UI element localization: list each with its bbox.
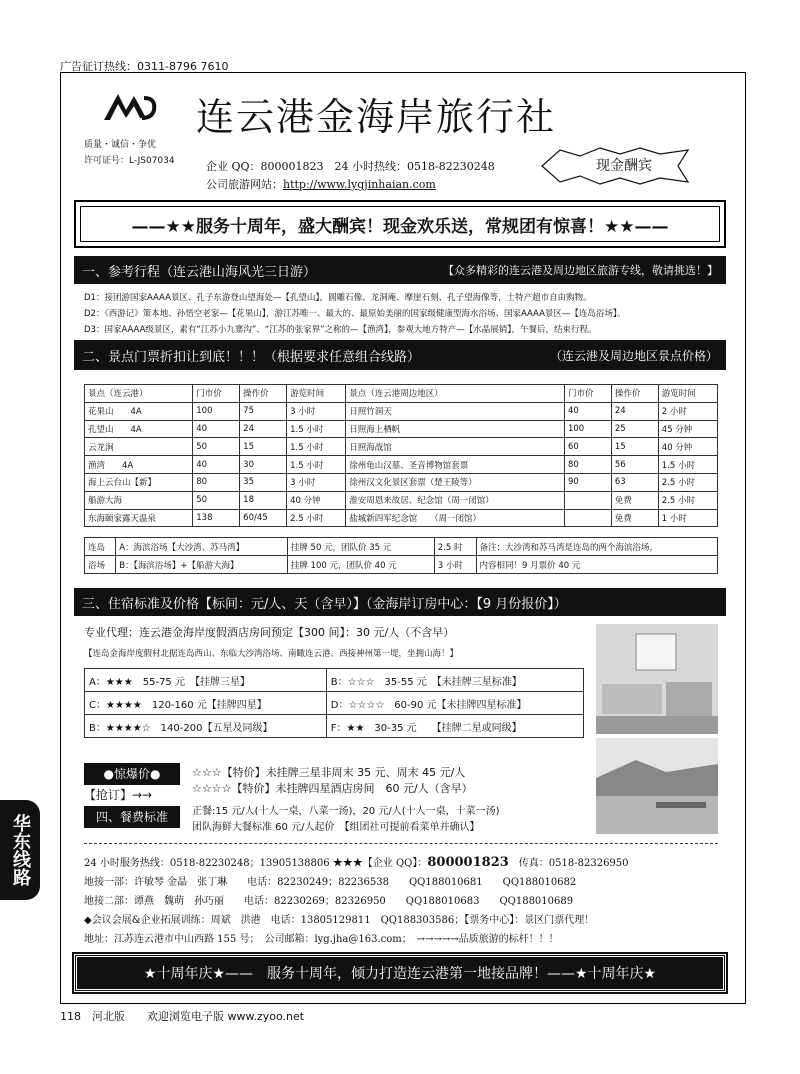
itinerary-day-1: D1：接团游国家AAAA景区、孔子东游登山望海处—【孔望山】，圆雕石像、龙洞庵、摩崖石刻、孔子望海像等，土特产超市自由购物。	[84, 293, 592, 303]
table-cell: 25	[611, 420, 658, 438]
table-cell: 80	[564, 456, 611, 474]
table-cell: 挂牌 50 元，团队价 35 元	[287, 538, 434, 556]
table-row	[85, 456, 718, 474]
special-offer-2: ☆☆☆☆【特价】未挂牌四星酒店房间 60 元/人（含早）	[192, 782, 473, 795]
table-cell: B：【海滨浴场】+【船游大海】	[116, 556, 288, 574]
hotel-room-photo	[596, 624, 718, 734]
table-cell: 2.5 小时	[658, 491, 717, 509]
table-cell: B：★★★★☆ 140-200【五星及同级】	[85, 715, 327, 738]
table-cell: 40	[564, 402, 611, 420]
table-cell: 60	[564, 438, 611, 456]
table-row	[85, 473, 718, 491]
company-name: 连云港金海岸旅行社	[196, 95, 557, 139]
dept-two-contacts: 地接二部：谭燕 魏萌 孙巧丽 电话：82230269；82326950 QQ188010683 QQ188010689	[84, 896, 574, 907]
itinerary-note: 【众多精彩的连云港及周边地区旅游专线，敬请挑选！】	[443, 264, 718, 277]
table-header: 游览时间	[287, 385, 346, 403]
table-cell: 1.5 小时	[287, 438, 346, 456]
table-cell: 40	[193, 456, 240, 474]
table-cell: 40 分钟	[287, 491, 346, 509]
table-cell: 2.5 时	[434, 538, 476, 556]
tickets-note: （连云港及周边地区景点价格）	[549, 348, 718, 363]
table-row	[85, 538, 718, 556]
table-cell: 3 小时	[287, 473, 346, 491]
dept-one-contacts: 地接一部：许敏琴 金晶 张丁琳 电话：82230249；82236538 QQ188010681 QQ188010682	[84, 877, 577, 888]
meal-standard-2: 团队海鲜大餐标准 60 元/人起价 【组团社可提前看菜单并确认】	[192, 822, 480, 833]
table-cell: A：★★★ 55-75 元 【挂牌三星】	[85, 669, 327, 692]
table-cell: 徐州龟山汉墓、圣音博物馆套票	[346, 456, 565, 474]
table-cell: 30	[240, 456, 287, 474]
table-cell: 56	[611, 456, 658, 474]
itinerary-day-3: D3：国家AAAA级景区，素有“江苏小九寨沟”、“江苏的张家界”之称的—【渔湾】，参观大地方特产—【水晶展销】，午餐后，结束行程。	[84, 325, 597, 335]
qq-hotline: 企业 QQ：800001823 24 小时热线：0518-82230248	[206, 160, 495, 173]
company-slogan: 质量・诚信・争优	[84, 140, 157, 150]
section-tickets-header	[74, 340, 726, 370]
hotel-title: 三、住宿标准及价格【标间：元/人、天（含早）】（金海岸订房中心：【9 月份报价】）	[82, 596, 567, 612]
table-cell: 60/45	[240, 509, 287, 527]
table-cell: 1.5 小时	[287, 456, 346, 474]
anniversary-banner	[74, 954, 726, 992]
anniversary-text: ★十周年庆★—— 服务十周年，倾力打造连云港第一地接品牌！——★十周年庆★	[143, 966, 657, 982]
table-cell: 40	[193, 420, 240, 438]
table-cell: 免费	[611, 491, 658, 509]
table-row	[85, 556, 718, 574]
book-now-label: 【抢订】→→	[84, 788, 153, 802]
table-cell: 海上云台山【新】	[85, 473, 193, 491]
itinerary-day-2: D2：《西游记》策本地、孙悟空老家—【花果山】，游江苏唯一、最大的、最原始美丽的国家级健康型海水浴场、国家AAAA景区—【连岛浴场】。	[84, 309, 626, 319]
table-cell: 45 分钟	[658, 420, 717, 438]
table-cell: 24	[240, 420, 287, 438]
cash-promo-badge: 现金酬宾	[596, 158, 652, 174]
side-tab-east-china-routes: 华东线路	[0, 800, 40, 900]
table-cell: 75	[240, 402, 287, 420]
table-cell: 80	[193, 473, 240, 491]
table-cell: 渔湾 4A	[85, 456, 193, 474]
table-cell: 东海颐家露天温泉	[85, 509, 193, 527]
promo-banner-text: ——★★服务十周年，盛大酬宾！现金欢乐送，常规团有惊喜！★★——	[80, 206, 720, 242]
flash-price-label: ●惊爆价●	[84, 763, 180, 785]
table-header: 景点（连云港周边地区）	[346, 385, 565, 403]
website-link[interactable]: http://www.lygjinhaian.com	[283, 178, 436, 191]
table-cell: 日照海上栖帆	[346, 420, 565, 438]
table-header: 门市价	[193, 385, 240, 403]
website-label: 公司旅游网站：	[206, 178, 283, 191]
table-cell: 3 小时	[287, 402, 346, 420]
table-cell: 1 小时	[658, 509, 717, 527]
resort-location-line: 【连岛金海岸度假村北据连岛西山、东临大沙湾浴场、南瞰连云港、西接神州第一堤，坐拥山海！】	[84, 649, 459, 659]
section-itinerary-header	[74, 256, 726, 284]
table-header: 操作价	[611, 385, 658, 403]
table-cell: 备注：大沙湾和苏马湾是连岛的两个海滨浴场，	[476, 538, 717, 556]
table-row	[85, 420, 718, 438]
table-cell: 日照海战馆	[346, 438, 565, 456]
hotline-text: 24 小时服务热线：0518-82230248；13905138806 ★★★【企业 QQ】：	[84, 858, 428, 869]
table-cell: 盐城新四军纪念馆 （周一闭馆）	[346, 509, 565, 527]
table-cell: D：☆☆☆☆ 60-90 元【未挂牌四星标准】	[326, 692, 583, 715]
table-cell: 徐州汉文化景区套票（楚王陵等）	[346, 473, 565, 491]
table-cell: 2 小时	[658, 402, 717, 420]
table-header: 游览时间	[658, 385, 717, 403]
table-cell: 18	[240, 491, 287, 509]
hotel-price-table	[84, 668, 584, 738]
service-hotline	[84, 854, 629, 870]
website-line	[206, 176, 436, 192]
table-row	[85, 438, 718, 456]
table-cell: 100	[193, 402, 240, 420]
table-cell: 63	[611, 473, 658, 491]
table-row	[85, 692, 584, 715]
table-header: 景点（连云港）	[85, 385, 193, 403]
table-cell: 15	[240, 438, 287, 456]
table-cell: 船游大海	[85, 491, 193, 509]
table-cell	[564, 491, 611, 509]
island-beach-table	[84, 537, 718, 574]
ticket-price-table	[84, 384, 718, 527]
table-cell: 2.5 小时	[658, 473, 717, 491]
table-cell: 1.5 小时	[658, 456, 717, 474]
special-offer-1: ☆☆☆【特价】未挂牌三星非周末 35 元、周末 45 元/人	[192, 766, 466, 779]
ad-hotline: 广告征订热线：0311-8796 7610	[60, 60, 229, 73]
license-number: 许可证号：L-JS07034	[84, 156, 175, 166]
table-cell: 免费	[611, 509, 658, 527]
table-cell: B：☆☆☆ 35-55 元 【未挂牌三星标准】	[326, 669, 583, 692]
table-cell: 35	[240, 473, 287, 491]
table-cell: 云龙涧	[85, 438, 193, 456]
table-cell: 100	[564, 420, 611, 438]
corporate-qq: 800001823	[427, 855, 509, 870]
itinerary-title: 一、参考行程（连云港山海风光三日游）	[82, 264, 317, 280]
table-row	[85, 402, 718, 420]
table-cell: 90	[564, 473, 611, 491]
divider	[84, 843, 718, 844]
table-cell: 138	[193, 509, 240, 527]
table-cell: 15	[611, 438, 658, 456]
table-cell: 花果山 4A	[85, 402, 193, 420]
table-cell: 2.5 小时	[287, 509, 346, 527]
table-row	[85, 669, 584, 692]
table-header: 操作价	[240, 385, 287, 403]
promo-banner	[74, 200, 726, 248]
company-logo-icon	[100, 88, 160, 124]
meal-standard-1: 正餐:15 元/人(十人一桌，八菜一汤)，20 元/人(十人一桌，十菜一汤)	[192, 806, 500, 817]
table-header: 门市价	[564, 385, 611, 403]
meal-section-label: 四、餐费标准	[84, 806, 180, 828]
address-line: 地址：江苏连云港市中山西路 155 号； 公司邮箱：lyg.jha@163.com； →→→→→品质旅游的标杆！！！	[84, 934, 559, 945]
table-cell: 1.5 小时	[287, 420, 346, 438]
table-cell: F：★★ 30-35 元 【挂牌二星或同级】	[326, 715, 583, 738]
fax-number: 传真：0518-82326950	[518, 858, 629, 869]
table-cell: A：海滨浴场【大沙湾、苏马湾】	[116, 538, 288, 556]
table-cell	[564, 509, 611, 527]
table-cell: 挂牌 100 元，团队价 40 元	[287, 556, 434, 574]
table-header-row	[85, 385, 718, 403]
table-row	[85, 509, 718, 527]
table-cell: 连岛	[85, 538, 116, 556]
table-cell: 50	[193, 438, 240, 456]
page-footer: 118 河北版 欢迎浏览电子版 www.zyoo.net	[60, 1010, 305, 1023]
seaside-photo	[596, 738, 718, 834]
table-cell: 内容相同！9 月票价 40 元	[476, 556, 717, 574]
table-row	[85, 491, 718, 509]
table-cell: 24	[611, 402, 658, 420]
table-cell: 淮安周恩来故居、纪念馆（周一闭馆）	[346, 491, 565, 509]
table-cell: 孔望山 4A	[85, 420, 193, 438]
table-cell: 50	[193, 491, 240, 509]
table-cell: 浴场	[85, 556, 116, 574]
table-cell: 40 分钟	[658, 438, 717, 456]
conference-contacts: ◆会议会展&企业拓展训练：周斌 洪港 电话：13805129811 QQ188303586；【票务中心】：景区门票代理！	[84, 915, 595, 926]
table-cell: 3 小时	[434, 556, 476, 574]
section-hotel-header	[74, 588, 726, 616]
table-cell: C：★★★★ 120-160 元【挂牌四星】	[85, 692, 327, 715]
table-row	[85, 715, 584, 738]
table-cell: 日照竹洞天	[346, 402, 565, 420]
tickets-title: 二、景点门票折扣让到底！！！（根据要求任意组合线路）	[82, 349, 421, 365]
hotel-agent-line: 专业代理：连云港金海岸度假酒店房间预定【300 间】：30 元/人（不含早）	[84, 626, 455, 639]
